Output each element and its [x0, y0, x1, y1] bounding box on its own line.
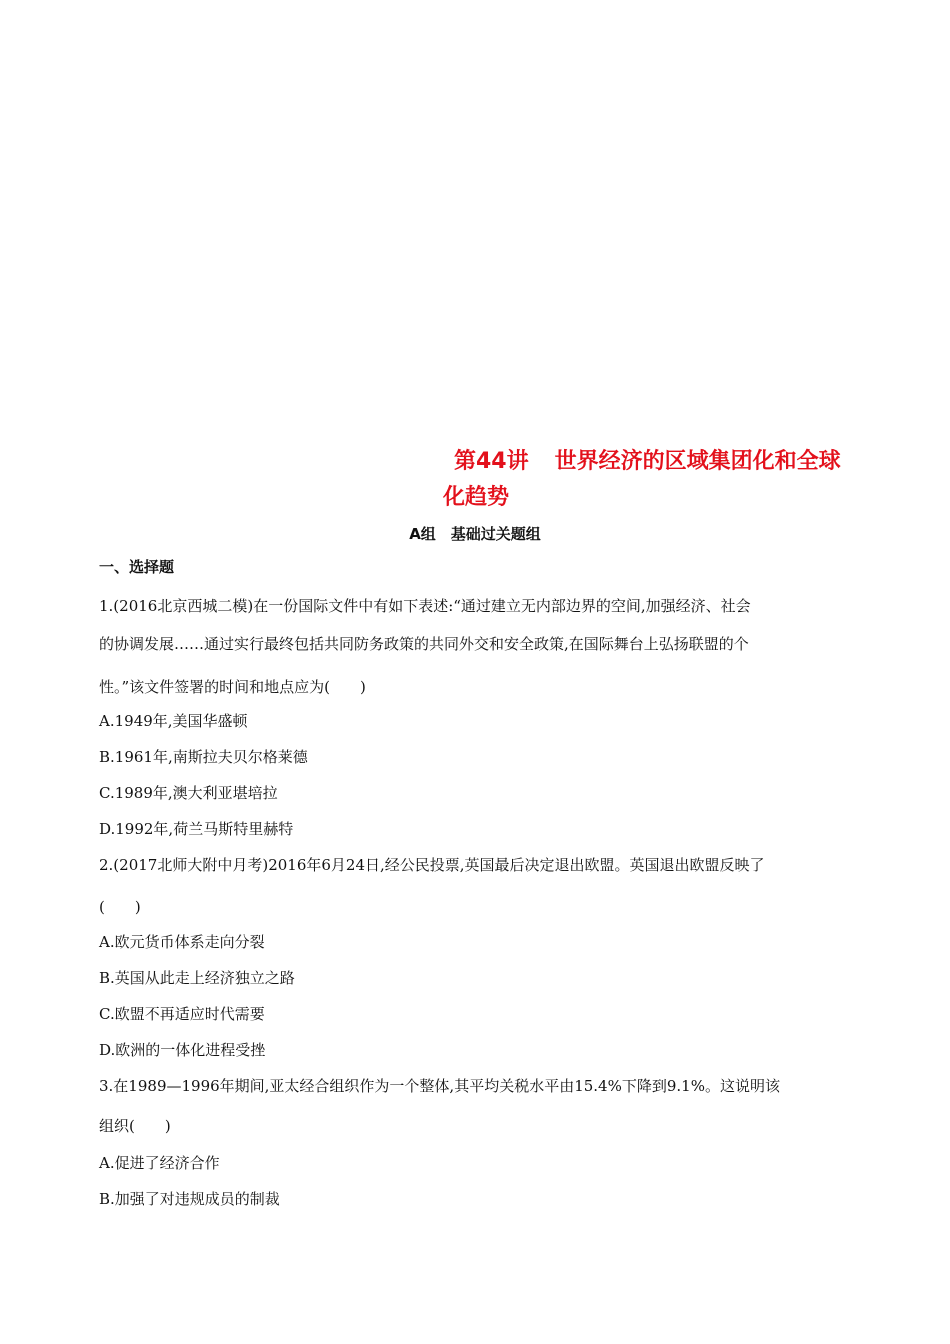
question-1-option-b: B.1961年,南斯拉夫贝尔格莱德 [99, 748, 308, 766]
lesson-number: 第44讲 [454, 449, 529, 474]
section-heading: 一、选择题 [99, 558, 175, 576]
question-1-stem-line-2: 的协调发展……通过实行最终包括共同防务政策的共同外交和安全政策,在国际舞台上弘扬联盟的个 [99, 635, 749, 653]
question-1-stem-line-1: 1.(2016北京西城二模)在一份国际文件中有如下表述:“通过建立无内部边界的空间,加强经济、社会 [99, 597, 751, 615]
question-1-option-a: A.1949年,美国华盛顿 [99, 712, 248, 730]
lesson-title-text: 世界经济的区域集团化和全球 [554, 449, 841, 474]
lesson-title-line-2: 化趋势 [443, 485, 510, 510]
question-2-option-a: A.欧元货币体系走向分裂 [99, 933, 265, 951]
question-2-stem-line-2: ( ) [99, 898, 141, 916]
group-heading: A组 基础过关题组 [409, 525, 541, 543]
lesson-title-line-1 [454, 451, 841, 473]
question-3-option-a: A.促进了经济合作 [99, 1154, 220, 1172]
question-3-option-b: B.加强了对违规成员的制裁 [99, 1190, 280, 1208]
question-3-stem-line-2: 组织( ) [99, 1117, 171, 1135]
question-1-option-d: D.1992年,荷兰马斯特里赫特 [99, 820, 294, 838]
question-2-option-c: C.欧盟不再适应时代需要 [99, 1005, 265, 1023]
question-3-stem-line-1: 3.在1989—1996年期间,亚太经合组织作为一个整体,其平均关税水平由15.4%下降到9.1%。这说明该 [99, 1077, 780, 1095]
question-1-option-c: C.1989年,澳大利亚堪培拉 [99, 784, 278, 802]
question-2-stem-line-1: 2.(2017北师大附中月考)2016年6月24日,经公民投票,英国最后决定退出欧盟。英国退出欧盟反映了 [99, 856, 765, 874]
question-2-option-d: D.欧洲的一体化进程受挫 [99, 1041, 266, 1059]
question-2-option-b: B.英国从此走上经济独立之路 [99, 969, 295, 987]
question-1-stem-line-3: 性。”该文件签署的时间和地点应为( ) [99, 678, 366, 696]
